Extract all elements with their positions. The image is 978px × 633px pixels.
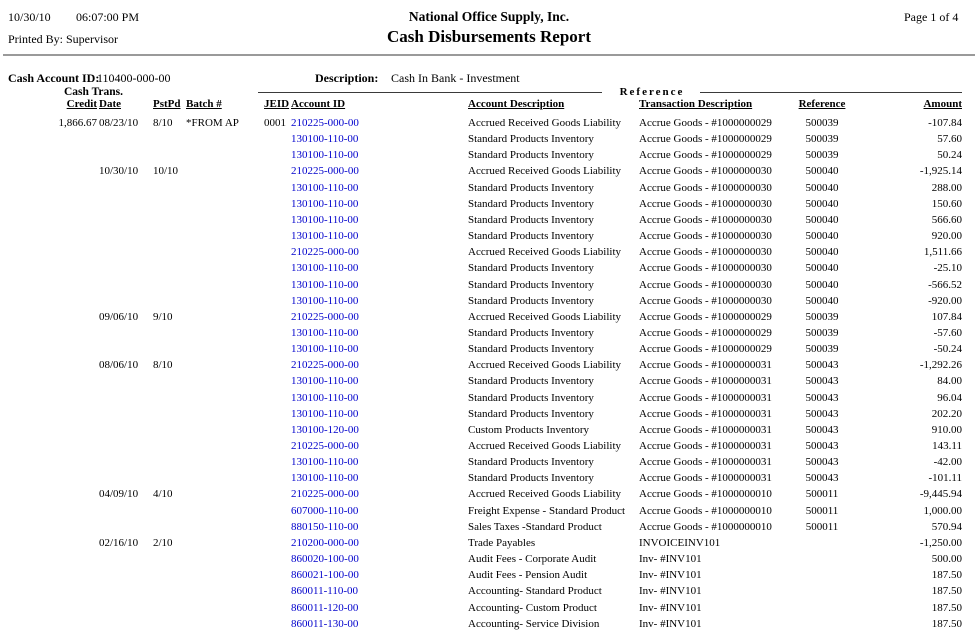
- column-header-reference: Reference: [798, 98, 846, 110]
- cell-reference: 500040: [805, 279, 839, 291]
- description-label: Description:: [315, 71, 379, 85]
- table-row: [0, 198, 978, 214]
- table-row: [0, 456, 978, 472]
- cell-date: 10/30/10: [99, 165, 139, 177]
- company-name: National Office Supply, Inc.: [408, 9, 570, 24]
- cell-transaction-description: Accrue Goods - #1000000029: [639, 343, 772, 355]
- cell-amount: -50.24: [933, 343, 962, 355]
- cell-account-id[interactable]: 130100-110-00: [291, 262, 359, 274]
- table-row: [0, 375, 978, 391]
- column-group-cash-trans: Cash Trans.: [64, 86, 124, 98]
- table-row: [0, 440, 978, 456]
- cell-transaction-description: Accrue Goods - #1000000029: [639, 149, 772, 161]
- table-row: [0, 472, 978, 488]
- cell-account-id[interactable]: 130100-110-00: [291, 295, 359, 307]
- cell-pstpd: 10/10: [153, 165, 179, 177]
- cell-amount: 143.11: [932, 440, 962, 452]
- cell-transaction-description: INVOICEINV101: [639, 537, 721, 549]
- cell-account-description: Sales Taxes -Standard Product: [468, 521, 602, 533]
- cell-account-id[interactable]: 880150-110-00: [291, 521, 359, 533]
- cell-transaction-description: Accrue Goods - #1000000031: [639, 408, 772, 420]
- cash-account-id-label: Cash Account ID:: [8, 71, 100, 85]
- column-header-amount: Amount: [923, 98, 962, 110]
- cell-amount: 570.94: [931, 521, 962, 533]
- table-row: [0, 569, 978, 585]
- cell-transaction-description: Inv- #INV101: [639, 618, 702, 630]
- cell-account-id[interactable]: 130100-110-00: [291, 392, 359, 404]
- cell-amount: -1,925.14: [919, 165, 962, 177]
- cell-account-description: Standard Products Inventory: [468, 408, 594, 420]
- cell-amount: -57.60: [933, 327, 962, 339]
- cell-amount: 566.60: [931, 214, 962, 226]
- cell-amount: -566.52: [928, 279, 962, 291]
- table-row: [0, 392, 978, 408]
- cell-account-description: Accounting- Custom Product: [468, 602, 597, 614]
- cell-account-description: Standard Products Inventory: [468, 392, 594, 404]
- cell-transaction-description: Accrue Goods - #1000000030: [639, 230, 772, 242]
- cell-transaction-description: Accrue Goods - #1000000031: [639, 424, 772, 436]
- table-row: [0, 311, 978, 327]
- cell-transaction-description: Accrue Goods - #1000000031: [639, 359, 772, 371]
- cell-account-id[interactable]: 860011-130-00: [291, 618, 359, 630]
- cell-transaction-description: Accrue Goods - #1000000030: [639, 198, 772, 210]
- cell-account-description: Standard Products Inventory: [468, 133, 594, 145]
- cell-amount: 920.00: [931, 230, 962, 242]
- cell-amount: 107.84: [931, 311, 962, 323]
- print-time: 06:07:00 PM: [76, 10, 140, 24]
- cell-account-id[interactable]: 210225-000-00: [291, 488, 359, 500]
- cell-reference: 500040: [805, 246, 839, 258]
- cell-amount: -920.00: [928, 295, 962, 307]
- cell-reference: 500040: [805, 182, 839, 194]
- cell-amount: -25.10: [933, 262, 962, 274]
- cell-account-id[interactable]: 130100-110-00: [291, 182, 359, 194]
- cell-account-description: Accrued Received Goods Liability: [468, 311, 622, 323]
- printed-by: Printed By: Supervisor: [8, 32, 118, 46]
- cell-account-id[interactable]: 860021-100-00: [291, 569, 359, 581]
- table-row: [0, 488, 978, 504]
- table-row: [0, 553, 978, 569]
- table-row: [0, 505, 978, 521]
- table-row: [0, 618, 978, 633]
- reference-group-label: Reference: [619, 86, 685, 98]
- table-row: [0, 133, 978, 149]
- cell-account-description: Standard Products Inventory: [468, 375, 594, 387]
- cell-account-description: Accrued Received Goods Liability: [468, 165, 622, 177]
- cell-reference: 500039: [805, 343, 839, 355]
- cell-transaction-description: Accrue Goods - #1000000030: [639, 182, 772, 194]
- cell-reference: 500043: [805, 456, 839, 468]
- cell-reference: 500039: [805, 149, 839, 161]
- cell-amount: 288.00: [931, 182, 962, 194]
- table-row: [0, 537, 978, 553]
- cell-account-id[interactable]: 130100-110-00: [291, 198, 359, 210]
- column-header-credit: Credit: [66, 98, 97, 110]
- table-row: [0, 214, 978, 230]
- cell-reference: 500043: [805, 472, 839, 484]
- cell-amount: -9,445.94: [919, 488, 962, 500]
- table-row: [0, 408, 978, 424]
- cell-amount: 84.00: [937, 375, 962, 387]
- cell-transaction-description: Accrue Goods - #1000000010: [639, 488, 772, 500]
- cell-account-id[interactable]: 130100-110-00: [291, 456, 359, 468]
- cell-amount: 150.60: [931, 198, 962, 210]
- cell-transaction-description: Accrue Goods - #1000000029: [639, 117, 772, 129]
- cell-transaction-description: Accrue Goods - #1000000031: [639, 392, 772, 404]
- table-row: [0, 149, 978, 165]
- cell-account-id[interactable]: 130100-110-00: [291, 408, 359, 420]
- description-value: Cash In Bank - Investment: [391, 71, 520, 85]
- cell-account-id[interactable]: 210225-000-00: [291, 359, 359, 371]
- cell-transaction-description: Inv- #INV101: [639, 585, 702, 597]
- column-header-account-description: Account Description: [468, 98, 565, 110]
- cell-transaction-description: Accrue Goods - #1000000030: [639, 262, 772, 274]
- cell-transaction-description: Accrue Goods - #1000000030: [639, 214, 772, 226]
- column-header-account-id: Account ID: [291, 98, 346, 110]
- cell-account-description: Standard Products Inventory: [468, 182, 594, 194]
- cell-reference: 500043: [805, 392, 839, 404]
- cell-account-id[interactable]: 130100-110-00: [291, 343, 359, 355]
- cell-account-description: Standard Products Inventory: [468, 327, 594, 339]
- cell-account-id[interactable]: 130100-110-00: [291, 279, 359, 291]
- table-row: [0, 246, 978, 262]
- cell-account-id[interactable]: 210225-000-00: [291, 117, 359, 129]
- cell-account-description: Accounting- Standard Product: [468, 585, 602, 597]
- cell-account-description: Accrued Received Goods Liability: [468, 246, 622, 258]
- table-row: [0, 521, 978, 537]
- cell-pstpd: 9/10: [153, 311, 173, 323]
- cell-reference: 500043: [805, 408, 839, 420]
- cell-reference: 500039: [805, 327, 839, 339]
- cell-account-id[interactable]: 130100-110-00: [291, 133, 359, 145]
- cell-account-description: Standard Products Inventory: [468, 149, 594, 161]
- cell-reference: 500039: [805, 133, 839, 145]
- table-row: [0, 424, 978, 440]
- cell-reference: 500011: [805, 521, 839, 533]
- cell-date: 08/23/10: [99, 117, 139, 129]
- cell-transaction-description: Accrue Goods - #1000000029: [639, 311, 772, 323]
- page-indicator: Page 1 of 4: [904, 10, 959, 24]
- cell-amount: 187.50: [931, 585, 962, 597]
- table-row: [0, 117, 978, 133]
- cell-account-description: Accrued Received Goods Liability: [468, 359, 622, 371]
- cell-amount: 500.00: [931, 553, 962, 565]
- cell-account-description: Standard Products Inventory: [468, 214, 594, 226]
- cell-transaction-description: Inv- #INV101: [639, 602, 702, 614]
- cell-account-id[interactable]: 607000-110-00: [291, 505, 359, 517]
- cell-transaction-description: Accrue Goods - #1000000030: [639, 279, 772, 291]
- cell-account-description: Standard Products Inventory: [468, 262, 594, 274]
- table-row: [0, 165, 978, 181]
- cell-transaction-description: Accrue Goods - #1000000031: [639, 472, 772, 484]
- cell-account-description: Standard Products Inventory: [468, 198, 594, 210]
- cell-date: 02/16/10: [99, 537, 139, 549]
- cell-transaction-description: Accrue Goods - #1000000030: [639, 165, 772, 177]
- cell-pstpd: 8/10: [153, 359, 173, 371]
- cell-account-description: Accrued Received Goods Liability: [468, 440, 622, 452]
- cell-account-description: Standard Products Inventory: [468, 279, 594, 291]
- cell-amount: 50.24: [937, 149, 962, 161]
- cell-date: 08/06/10: [99, 359, 139, 371]
- cell-account-id[interactable]: 130100-110-00: [291, 472, 359, 484]
- cell-amount: 910.00: [931, 424, 962, 436]
- table-row: [0, 359, 978, 375]
- cell-amount: 96.04: [937, 392, 962, 404]
- table-row: [0, 295, 978, 311]
- cell-batch: *FROM AP: [186, 117, 239, 129]
- cell-reference: 500039: [805, 117, 839, 129]
- cell-reference: 500011: [805, 488, 839, 500]
- cell-account-id[interactable]: 210225-000-00: [291, 246, 359, 258]
- cell-amount: -1,250.00: [919, 537, 962, 549]
- cell-reference: 500043: [805, 359, 839, 371]
- cell-transaction-description: Inv- #INV101: [639, 553, 702, 565]
- cell-amount: -107.84: [928, 117, 962, 129]
- table-row: [0, 602, 978, 618]
- cell-amount: 1,511.66: [923, 246, 962, 258]
- cell-transaction-description: Accrue Goods - #1000000031: [639, 375, 772, 387]
- cell-account-description: Standard Products Inventory: [468, 295, 594, 307]
- cell-account-id[interactable]: 860011-120-00: [291, 602, 359, 614]
- cell-account-description: Accrued Received Goods Liability: [468, 117, 622, 129]
- cell-account-description: Accrued Received Goods Liability: [468, 488, 622, 500]
- cell-account-description: Custom Products Inventory: [468, 424, 589, 436]
- cell-credit: 1,866.67: [58, 117, 97, 129]
- cell-amount: 57.60: [937, 133, 962, 145]
- cell-jeid: 0001: [264, 117, 286, 129]
- table-row: [0, 279, 978, 295]
- table-row: [0, 230, 978, 246]
- cell-reference: 500040: [805, 214, 839, 226]
- cell-transaction-description: Accrue Goods - #1000000029: [639, 327, 772, 339]
- cell-amount: 187.50: [931, 618, 962, 630]
- cell-pstpd: 2/10: [153, 537, 173, 549]
- cell-account-description: Freight Expense - Standard Product: [468, 505, 626, 517]
- cell-reference: 500040: [805, 230, 839, 242]
- print-date: 10/30/10: [8, 10, 51, 24]
- table-row: [0, 585, 978, 601]
- cell-reference: 500040: [805, 198, 839, 210]
- cell-account-id[interactable]: 210225-000-00: [291, 311, 359, 323]
- cell-account-description: Trade Payables: [468, 537, 536, 549]
- cell-reference: 500040: [805, 295, 839, 307]
- cell-account-id[interactable]: 210225-000-00: [291, 440, 359, 452]
- cell-transaction-description: Accrue Goods - #1000000029: [639, 133, 772, 145]
- cell-account-id[interactable]: 860020-100-00: [291, 553, 359, 565]
- cell-transaction-description: Accrue Goods - #1000000010: [639, 521, 772, 533]
- table-row: [0, 262, 978, 278]
- cell-transaction-description: Accrue Goods - #1000000031: [639, 440, 772, 452]
- cell-amount: 187.50: [931, 602, 962, 614]
- table-row: [0, 182, 978, 198]
- cell-account-id[interactable]: 210200-000-00: [291, 537, 359, 549]
- cell-date: 09/06/10: [99, 311, 139, 323]
- cell-account-id[interactable]: 210225-000-00: [291, 165, 359, 177]
- cell-amount: -101.11: [928, 472, 962, 484]
- cell-reference: 500011: [805, 505, 839, 517]
- cash-account-id-value: 110400-000-00: [97, 71, 171, 85]
- column-header-transaction-description: Transaction Description: [639, 98, 753, 110]
- cell-reference: 500040: [805, 262, 839, 274]
- cell-amount: -1,292.26: [919, 359, 962, 371]
- cell-transaction-description: Accrue Goods - #1000000030: [639, 295, 772, 307]
- cell-transaction-description: Inv- #INV101: [639, 569, 702, 581]
- column-header-jeid: JEID: [264, 98, 290, 110]
- cell-account-id[interactable]: 130100-110-00: [291, 230, 359, 242]
- cell-transaction-description: Accrue Goods - #1000000030: [639, 246, 772, 258]
- cell-account-id[interactable]: 130100-110-00: [291, 149, 359, 161]
- cell-account-id[interactable]: 130100-110-00: [291, 214, 359, 226]
- cell-amount: 187.50: [931, 569, 962, 581]
- cell-account-description: Standard Products Inventory: [468, 472, 594, 484]
- cell-account-description: Standard Products Inventory: [468, 343, 594, 355]
- cell-pstpd: 8/10: [153, 117, 173, 129]
- cell-reference: 500043: [805, 375, 839, 387]
- table-row: [0, 327, 978, 343]
- cell-date: 04/09/10: [99, 488, 139, 500]
- cell-reference: 500043: [805, 424, 839, 436]
- cell-amount: 202.20: [931, 408, 962, 420]
- cell-reference: 500039: [805, 311, 839, 323]
- cell-pstpd: 4/10: [153, 488, 173, 500]
- cell-transaction-description: Accrue Goods - #1000000031: [639, 456, 772, 468]
- cell-account-description: Audit Fees - Pension Audit: [468, 569, 588, 581]
- cell-account-description: Standard Products Inventory: [468, 230, 594, 242]
- cell-amount: -42.00: [933, 456, 962, 468]
- cell-reference: 500040: [805, 165, 839, 177]
- column-header-date: Date: [99, 98, 121, 110]
- column-header-pstpd: PstPd: [153, 98, 181, 110]
- cell-account-id[interactable]: 860011-110-00: [291, 585, 359, 597]
- cell-transaction-description: Accrue Goods - #1000000010: [639, 505, 772, 517]
- table-row: [0, 343, 978, 359]
- cell-amount: 1,000.00: [923, 505, 962, 517]
- column-header-batch: Batch #: [186, 98, 222, 110]
- cell-account-id[interactable]: 130100-110-00: [291, 327, 359, 339]
- cell-reference: 500043: [805, 440, 839, 452]
- cell-account-id[interactable]: 130100-120-00: [291, 424, 359, 436]
- report-title: Cash Disbursements Report: [387, 27, 591, 46]
- cell-account-description: Audit Fees - Corporate Audit: [468, 553, 597, 565]
- cell-account-id[interactable]: 130100-110-00: [291, 375, 359, 387]
- cell-account-description: Accounting- Service Division: [468, 618, 600, 630]
- cell-account-description: Standard Products Inventory: [468, 456, 594, 468]
